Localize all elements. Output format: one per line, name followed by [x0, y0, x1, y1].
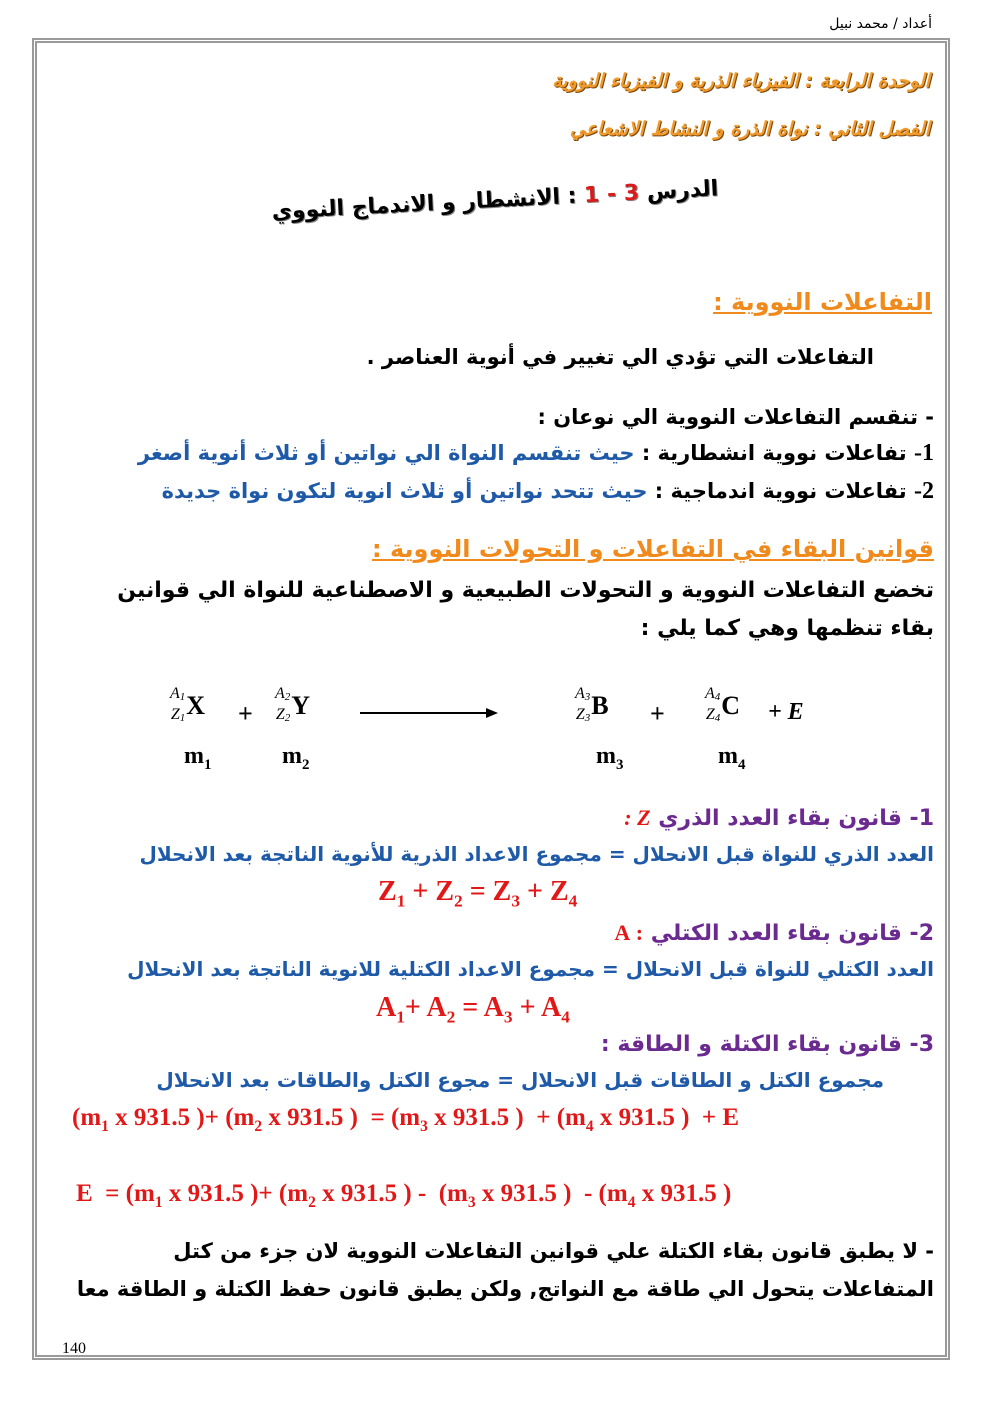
law1-symbol: Z : [624, 805, 651, 830]
conservation-laws-heading: قوانين البقاء في التفاعلات و التحولات النووية : [372, 535, 934, 563]
mass-m1: $m_1$ [184, 743, 212, 773]
mass-m4: $m_4$ [718, 743, 746, 773]
type-name: تفاعلات نووية اندماجية : [654, 479, 914, 503]
law2-title [434, 920, 934, 946]
type-name: تفاعلات نووية انشطارية : [641, 441, 914, 465]
product-c: $A_4$ $Z_4$ C [705, 685, 741, 724]
energy-term: + E [768, 699, 804, 725]
law2-equation: $A_1+ A_2 = A_3 + A_4$ [376, 992, 570, 1027]
law2-symbol: : A [614, 920, 644, 945]
unit-title: الوحدة الرابعة : الفيزياء الذرية و الفيزياء النووية [552, 70, 930, 92]
mass-m3: $m_3$ [596, 743, 624, 773]
mass-m2: $m_2$ [282, 743, 310, 773]
reaction-equation [170, 685, 850, 775]
plus-sign: + [650, 699, 665, 728]
reaction-type-fission [64, 440, 934, 467]
law2-statement: العدد الكتلي للنواة قبل الانحلال = مجموع الاعداد الكتلية للانوية الناتجة بعد الانحلال [127, 957, 934, 981]
law1-title-text: 1- قانون بقاء العدد الذري [658, 806, 934, 831]
law1-statement: العدد الذري للنواة قبل الانحلال = مجموع الاعداد الذرية للأنوية الناتجة بعد الانحلال [139, 842, 934, 866]
product-b: $A_3$ $Z_3$ B [575, 685, 609, 724]
energy-equation: $E = (m_1$ x 931.5 )+ ($m_2$ x 931.5 ) - ($m_3$ x 931.5 ) - ($m_4$ x 931.5 ) [76, 1180, 732, 1211]
type-number: 2- [914, 478, 934, 504]
lesson-name: : الانشطار و الاندماج النووي [271, 183, 578, 225]
type-description: حيث تتحد نواتين أو ثلاث انوية لتكون نواة جديدة [161, 479, 655, 503]
page-number: 140 [62, 1340, 86, 1357]
conservation-laws-intro: تخضع التفاعلات النووية و التحولات الطبيعية و الاصطناعية للنواة الي قوانين بقاء تنظمها وهي كما يلي : [117, 578, 934, 641]
law3-equation: ($m_1$ x 931.5 )+ ($m_2$ x 931.5 ) = ($m_3$ x 931.5 ) + ($m_4$ x 931.5 ) + E [72, 1104, 740, 1135]
reaction-type-fusion [64, 478, 934, 505]
author-credit: أعداد / محمد نبيل [829, 16, 932, 32]
section-nuclear-reactions-heading: التفاعلات النووية : [713, 288, 932, 316]
type-description: حيث تنقسم النواة الي نواتين أو ثلاث أنوية أصغر [137, 441, 642, 465]
nuclear-reactions-definition: التفاعلات التي تؤدي الي تغيير في أنوية العناصر . [366, 345, 874, 369]
law3-statement: مجموع الكتل و الطاقات قبل الانحلال = مجوع الكتل والطاقات بعد الانحلال [156, 1068, 884, 1092]
law1-title [434, 805, 934, 831]
law3-title: 3- قانون بقاء الكتلة و الطاقة : [600, 1032, 934, 1057]
lesson-number: 3 - 1 [583, 180, 640, 209]
chapter-title: الفصل الثاني : نواة الذرة و النشاط الاشعاعي [569, 118, 930, 140]
type-number: 1- [914, 440, 934, 466]
mass-energy-note: - لا يطبق قانون بقاء الكتلة علي قوانين التفاعلات النووية لان جزء من كتل المتفاعلات يتحول الي طاقة مع النواتج, ولكن يطبق قانون حفظ الكتلة و الطاقة معا [76, 1239, 934, 1301]
reactant-x: $A_1$ $Z_1$ X [170, 685, 206, 724]
law1-equation: $Z_1 + Z_2 = Z_3 + Z_4$ [378, 876, 578, 911]
reactant-y: $A_2$ $Z_2$ Y [275, 685, 311, 724]
division-intro: - تنقسم التفاعلات النووية الي نوعان : [537, 405, 934, 429]
law2-title-text: 2- قانون بقاء العدد الكتلي [650, 921, 934, 946]
plus-sign: + [238, 699, 253, 728]
reaction-arrow [360, 705, 500, 721]
lesson-prefix: الدرس [646, 176, 719, 206]
